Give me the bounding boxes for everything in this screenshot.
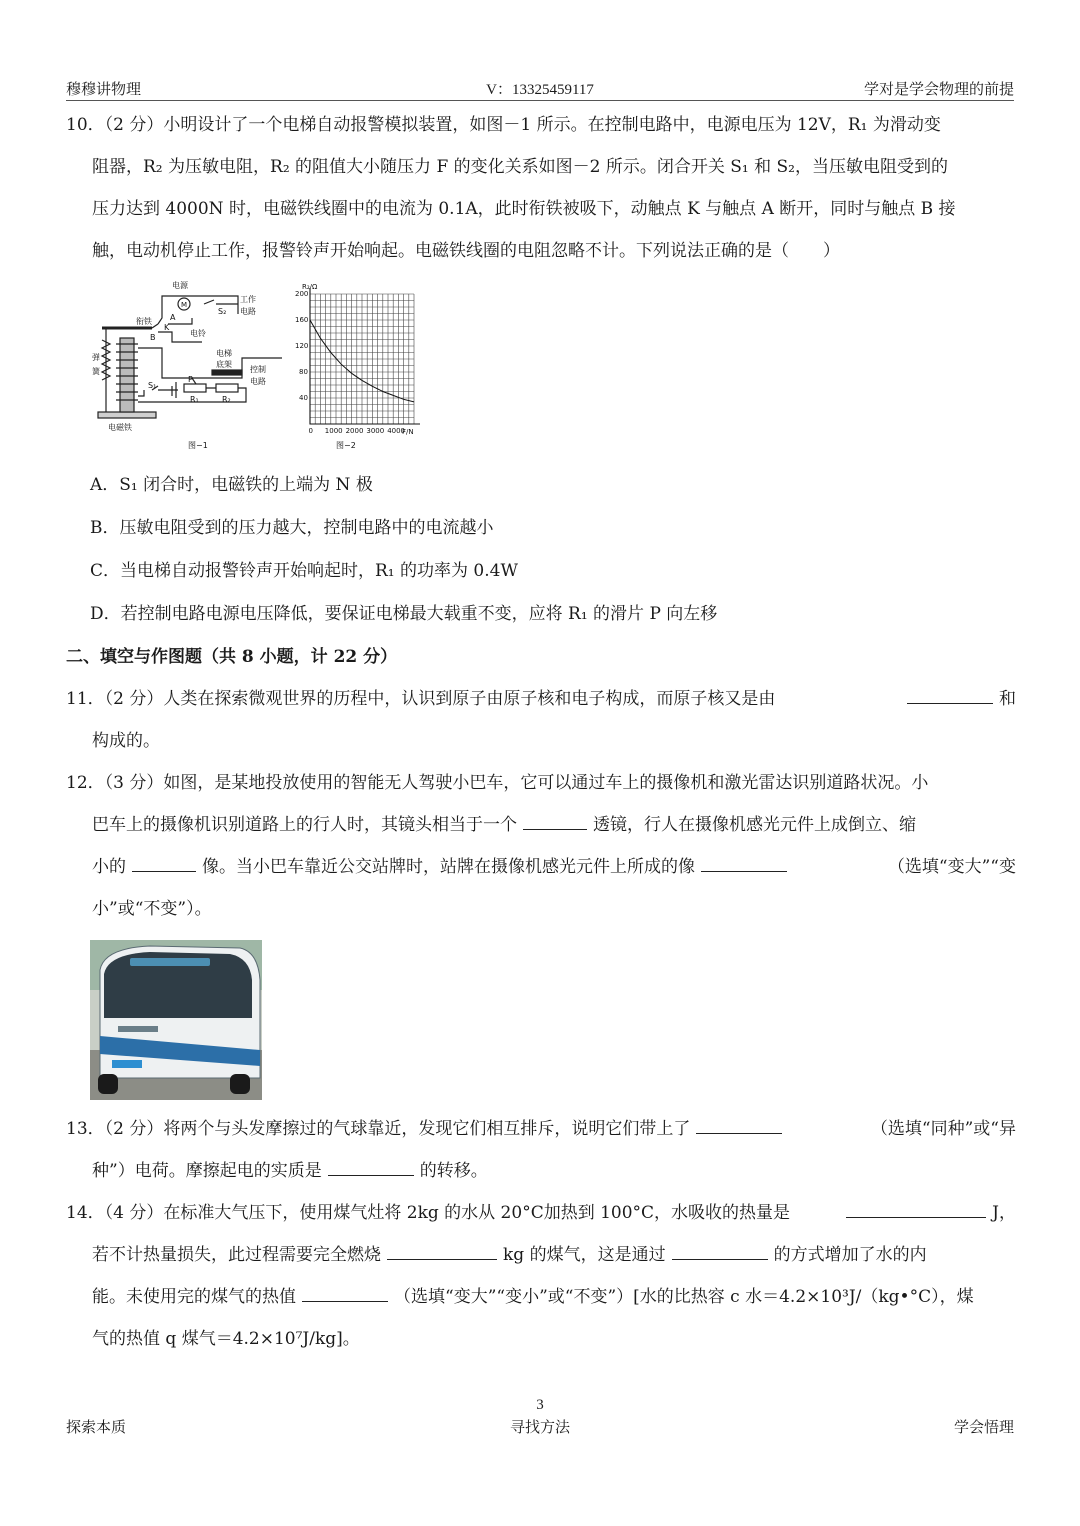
q11-text-b: 和 bbox=[999, 689, 1016, 709]
q13-text-2b: 的转移。 bbox=[419, 1161, 488, 1181]
q14-line2 bbox=[66, 1234, 1016, 1276]
q11-line2: 构成的。 bbox=[92, 731, 160, 751]
q14-text-3b: （选填“变大”“变小”或“不变”）[水的比热容 c 水＝4.2×10³J/（kg•°C），煤 bbox=[394, 1287, 974, 1307]
q12-line1: 12．（3 分）如图，是某地投放使用的智能无人驾驶小巴车，它可以通过车上的摄像机和激光雷达识别道路状况。小 bbox=[66, 773, 929, 793]
x-tick-label: 4000 bbox=[387, 427, 406, 435]
label-a: A bbox=[170, 313, 176, 322]
q13-text-2a: 种”）电荷。摩擦起电的实质是 bbox=[92, 1161, 322, 1181]
label-bell: 电铃 bbox=[190, 329, 206, 338]
q10-line3: 压力达到 4000N 时，电磁铁线圈中的电流为 0.1A，此时衔铁被吸下，动触点 K 与触点 A 断开，同时与触点 B 接 bbox=[92, 199, 956, 219]
footer-right: 学会悟理 bbox=[953, 1418, 1014, 1436]
label-magnet: 电磁铁 bbox=[108, 423, 132, 432]
q14-text-1b: J， bbox=[992, 1203, 1016, 1223]
minibus-photo bbox=[90, 940, 262, 1100]
q13-line1 bbox=[66, 1108, 1016, 1150]
q11-line1 bbox=[66, 678, 1016, 720]
y-tick-label: 40 bbox=[299, 394, 308, 402]
page-header bbox=[66, 78, 1014, 101]
label-b: B bbox=[150, 333, 156, 342]
q12-text-2a: 巴车上的摄像机识别道路上的行人时，其镜头相当于一个 bbox=[92, 815, 517, 835]
q13-text-1b: （选填“同种”或“异 bbox=[870, 1119, 1016, 1139]
section-title: 二、填空与作图题（共 8 小题，计 22 分） bbox=[66, 647, 398, 667]
q14-blank-4[interactable] bbox=[302, 1283, 388, 1302]
label-elevator-1: 电梯 bbox=[216, 349, 232, 358]
q14-text-2a: 若不计热量损失，此过程需要完全燃烧 bbox=[92, 1245, 381, 1265]
header-contact: V：13325459117 bbox=[486, 82, 594, 98]
label-control-1: 控制 bbox=[250, 365, 266, 374]
label-r1: R₁ bbox=[190, 395, 199, 404]
q13-line2 bbox=[66, 1150, 1016, 1192]
page-number: 3 bbox=[536, 1397, 544, 1413]
y-tick-label: 80 bbox=[299, 368, 308, 376]
y-tick-label: 160 bbox=[295, 316, 309, 324]
q14-blank-3[interactable] bbox=[672, 1241, 768, 1260]
q12-line2 bbox=[66, 804, 1016, 846]
q14-text-2b: kg 的煤气，这是通过 bbox=[503, 1245, 666, 1265]
label-s2: S₂ bbox=[218, 307, 227, 316]
label-spring-2: 簧 bbox=[92, 367, 100, 376]
label-work-1: 工作 bbox=[240, 295, 256, 304]
q13-blank-1[interactable] bbox=[696, 1115, 782, 1134]
q12-line3 bbox=[66, 846, 1016, 888]
chart-y-label: R₂/Ω bbox=[302, 283, 318, 291]
q10-line4: 触，电动机停止工作，报警铃声开始响起。电磁铁线圈的电阻忽略不计。下列说法正确的是（ ） bbox=[92, 241, 840, 261]
label-p: P bbox=[188, 375, 193, 384]
label-motor: M bbox=[181, 301, 188, 309]
header-slogan: 学对是学会物理的前提 bbox=[863, 80, 1014, 98]
header-author: 穆穆讲物理 bbox=[66, 80, 142, 98]
q14-text-1a: 14．（4 分）在标准大气压下，使用煤气灶将 2kg 的水从 20°C加热到 100°C，水吸收的热量是 bbox=[66, 1203, 791, 1223]
q10-line2: 阻器，R₂ 为压敏电阻，R₂ 的阻值大小随压力 F 的变化关系如图－2 所示。闭合开关 S₁ 和 S₂，当压敏电阻受到的 bbox=[92, 157, 948, 177]
q14-blank-2[interactable] bbox=[387, 1241, 497, 1260]
q14-text-3a: 能。未使用完的煤气的热值 bbox=[92, 1287, 296, 1307]
label-power: 电源 bbox=[172, 281, 188, 290]
q14-line1 bbox=[66, 1192, 1016, 1234]
q11-text-a: 11．（2 分）人类在探索微观世界的历程中，认识到原子由原子核和电子构成，而原子核又是由 bbox=[66, 689, 776, 709]
x-tick-label: 3000 bbox=[366, 427, 385, 435]
q10-option-d: D．若控制电路电源电压降低，要保证电梯最大载重不变，应将 R₁ 的滑片 P 向左移 bbox=[90, 604, 718, 624]
q12-text-2b: 透镜，行人在摄像机感光元件上成倒立、缩 bbox=[593, 815, 916, 835]
y-tick-label: 200 bbox=[295, 290, 309, 298]
q12-blank-1[interactable] bbox=[523, 811, 587, 830]
x-tick-label: 2000 bbox=[345, 427, 364, 435]
label-elevator-2: 底架 bbox=[216, 360, 232, 369]
x-tick-label: 0 bbox=[308, 427, 313, 435]
q14-text-2c: 的方式增加了水的内 bbox=[773, 1245, 927, 1265]
q12-line4: 小”或“不变”）。 bbox=[92, 899, 212, 919]
q10-line1: 10．（2 分）小明设计了一个电梯自动报警模拟装置，如图－1 所示。在控制电路中，电源电压为 12V，R₁ 为滑动变 bbox=[66, 115, 941, 135]
q10-option-b: B．压敏电阻受到的压力越大，控制电路中的电流越小 bbox=[90, 518, 494, 538]
fig2-caption: 图−2 bbox=[336, 441, 356, 450]
q13-blank-2[interactable] bbox=[328, 1157, 414, 1176]
label-s1: S₁ bbox=[148, 381, 157, 390]
q13-text-1a: 13．（2 分）将两个与头发摩擦过的气球靠近，发现它们相互排斥，说明它们带上了 bbox=[66, 1119, 691, 1139]
y-tick-label: 120 bbox=[295, 342, 309, 350]
footer-left: 探索本质 bbox=[66, 1418, 127, 1436]
label-armature: 衔铁 bbox=[136, 317, 152, 326]
q14-blank-1[interactable] bbox=[846, 1199, 986, 1218]
minibus-image bbox=[90, 940, 262, 1100]
q12-text-3b: 像。当小巴车靠近公交站牌时，站牌在摄像机感光元件上所成的像 bbox=[202, 857, 695, 877]
fig1-caption: 图−1 bbox=[188, 441, 208, 450]
circuit-diagram bbox=[92, 278, 282, 450]
resistance-pressure-chart bbox=[288, 278, 428, 450]
q12-text-3a: 小的 bbox=[92, 857, 126, 877]
footer-center: 寻找方法 bbox=[509, 1418, 571, 1436]
q14-line3 bbox=[66, 1276, 1016, 1318]
q12-blank-2[interactable] bbox=[132, 853, 196, 872]
q10-option-a: A．S₁ 闭合时，电磁铁的上端为 N 极 bbox=[90, 475, 373, 495]
chart-x-label: F/N bbox=[402, 428, 414, 436]
q12-text-3c: （选填“变大”“变 bbox=[887, 857, 1016, 877]
label-spring-1: 弹 bbox=[92, 353, 100, 362]
label-k: K bbox=[164, 323, 170, 332]
q10-option-c: C．当电梯自动报警铃声开始响起时，R₁ 的功率为 0.4W bbox=[90, 561, 518, 581]
q10-figures bbox=[92, 278, 1016, 456]
label-r2: R₂ bbox=[222, 395, 231, 404]
x-tick-label: 1000 bbox=[324, 427, 343, 435]
label-work-2: 电路 bbox=[240, 307, 256, 316]
q12-blank-3[interactable] bbox=[701, 853, 787, 872]
q11-blank-1[interactable] bbox=[907, 685, 993, 704]
label-control-2: 电路 bbox=[250, 377, 266, 386]
q14-line4: 气的热值 q 煤气＝4.2×10⁷J/kg]。 bbox=[92, 1329, 360, 1349]
page-content bbox=[66, 104, 1016, 1360]
